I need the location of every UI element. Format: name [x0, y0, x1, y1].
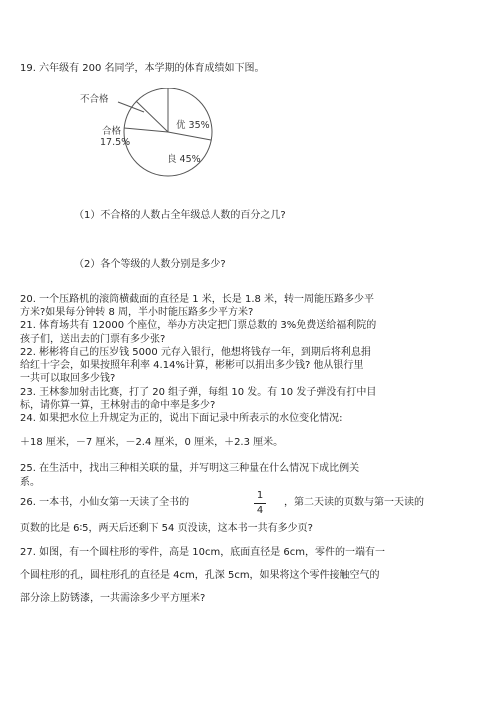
unqualified-leader — [118, 102, 144, 112]
q26-part2: ，第二天读的页数与第一天读的 — [284, 497, 424, 508]
label-excellent: 优 35% — [176, 120, 210, 131]
q25-line2: 系。 — [20, 477, 40, 488]
pie-divider-upper-left — [136, 101, 168, 132]
label-good: 良 45% — [167, 154, 201, 165]
q27-line1: 27. 如图，有一个圆柱形的零件，高是 10cm，底面直径是 6cm，零件的一端有一 — [20, 547, 386, 558]
q25-line1: 25. 在生活中，找出三种相关联的量，并写明这三种量在什么情况下成比例关 — [20, 463, 360, 474]
q27-line2: 个圆柱形的孔，圆柱形孔的直径是 4cm，孔深 5cm，如果将这个零件接触空气的 — [20, 570, 380, 581]
label-qualified-pct: 17.5% — [100, 137, 131, 148]
q19-sub2: （2）各个等级的人数分别是多少? — [74, 259, 226, 270]
q26-part1: 26. 一本书，小仙女第一天读了全书的 — [20, 497, 190, 508]
fraction-denominator: 4 — [256, 505, 264, 516]
q22-line2: 给红十字会，如果按照年利率 4.14%计算，彬彬可以捐出多少钱? 他从银行里 — [20, 360, 364, 371]
q19-title: 19. 六年级有 200 名同学，本学期的体育成绩如下图。 — [20, 63, 265, 74]
q26-line2: 页数的比是 6∶5，两天后还剩下 54 页没读，这本书一共有多少页? — [20, 523, 313, 534]
label-qualified: 合格 — [102, 126, 122, 137]
fraction-one-quarter — [253, 490, 267, 517]
q23-line1: 23. 王林参加射击比赛，打了 20 组子弹，每组 10 发。有 10 发子弹没有打中目 — [20, 387, 377, 398]
q24-values: ＋18 厘米，－7 厘米，－2.4 厘米，0 厘米，＋2.3 厘米。 — [20, 437, 284, 448]
q21-line1: 21. 体育场共有 12000 个座位，举办方决定把门票总数的 3%免费送给福利院的 — [20, 320, 377, 331]
q21-line2: 孩子们，送出去的门票有多少张? — [20, 334, 166, 345]
fraction-bar — [254, 503, 266, 504]
fraction-numerator: 1 — [256, 490, 264, 501]
label-unqualified: 不合格 — [80, 94, 109, 105]
q22-line1: 22. 彬彬将自己的压岁钱 5000 元存入银行，他想将钱存一年，到期后将利息捐 — [20, 347, 371, 358]
pie-chart — [78, 88, 258, 188]
q22-line3: 一共可以取回多少钱? — [20, 373, 116, 384]
q20-line2: 方米?如果每分钟转 8 周，半小时能压路多少平方米? — [20, 307, 254, 318]
pie-divider-left — [124, 128, 168, 132]
q24-line1: 24. 如果把水位上升规定为正的，说出下面记录中所表示的水位变化情况: — [20, 413, 343, 424]
q27-line3: 部分涂上防锈漆，一共需涂多少平方厘米? — [20, 593, 206, 604]
q23-line2: 标，请你算一算，王林射击的命中率是多少? — [20, 400, 216, 411]
q19-sub1: （1）不合格的人数占全年级总人数的百分之几? — [74, 210, 286, 221]
q20-line1: 20. 一个压路机的滚筒横截面的直径是 1 米，长是 1.8 米，转一周能压路多少平 — [20, 294, 375, 305]
pie-divider-right — [168, 132, 211, 140]
